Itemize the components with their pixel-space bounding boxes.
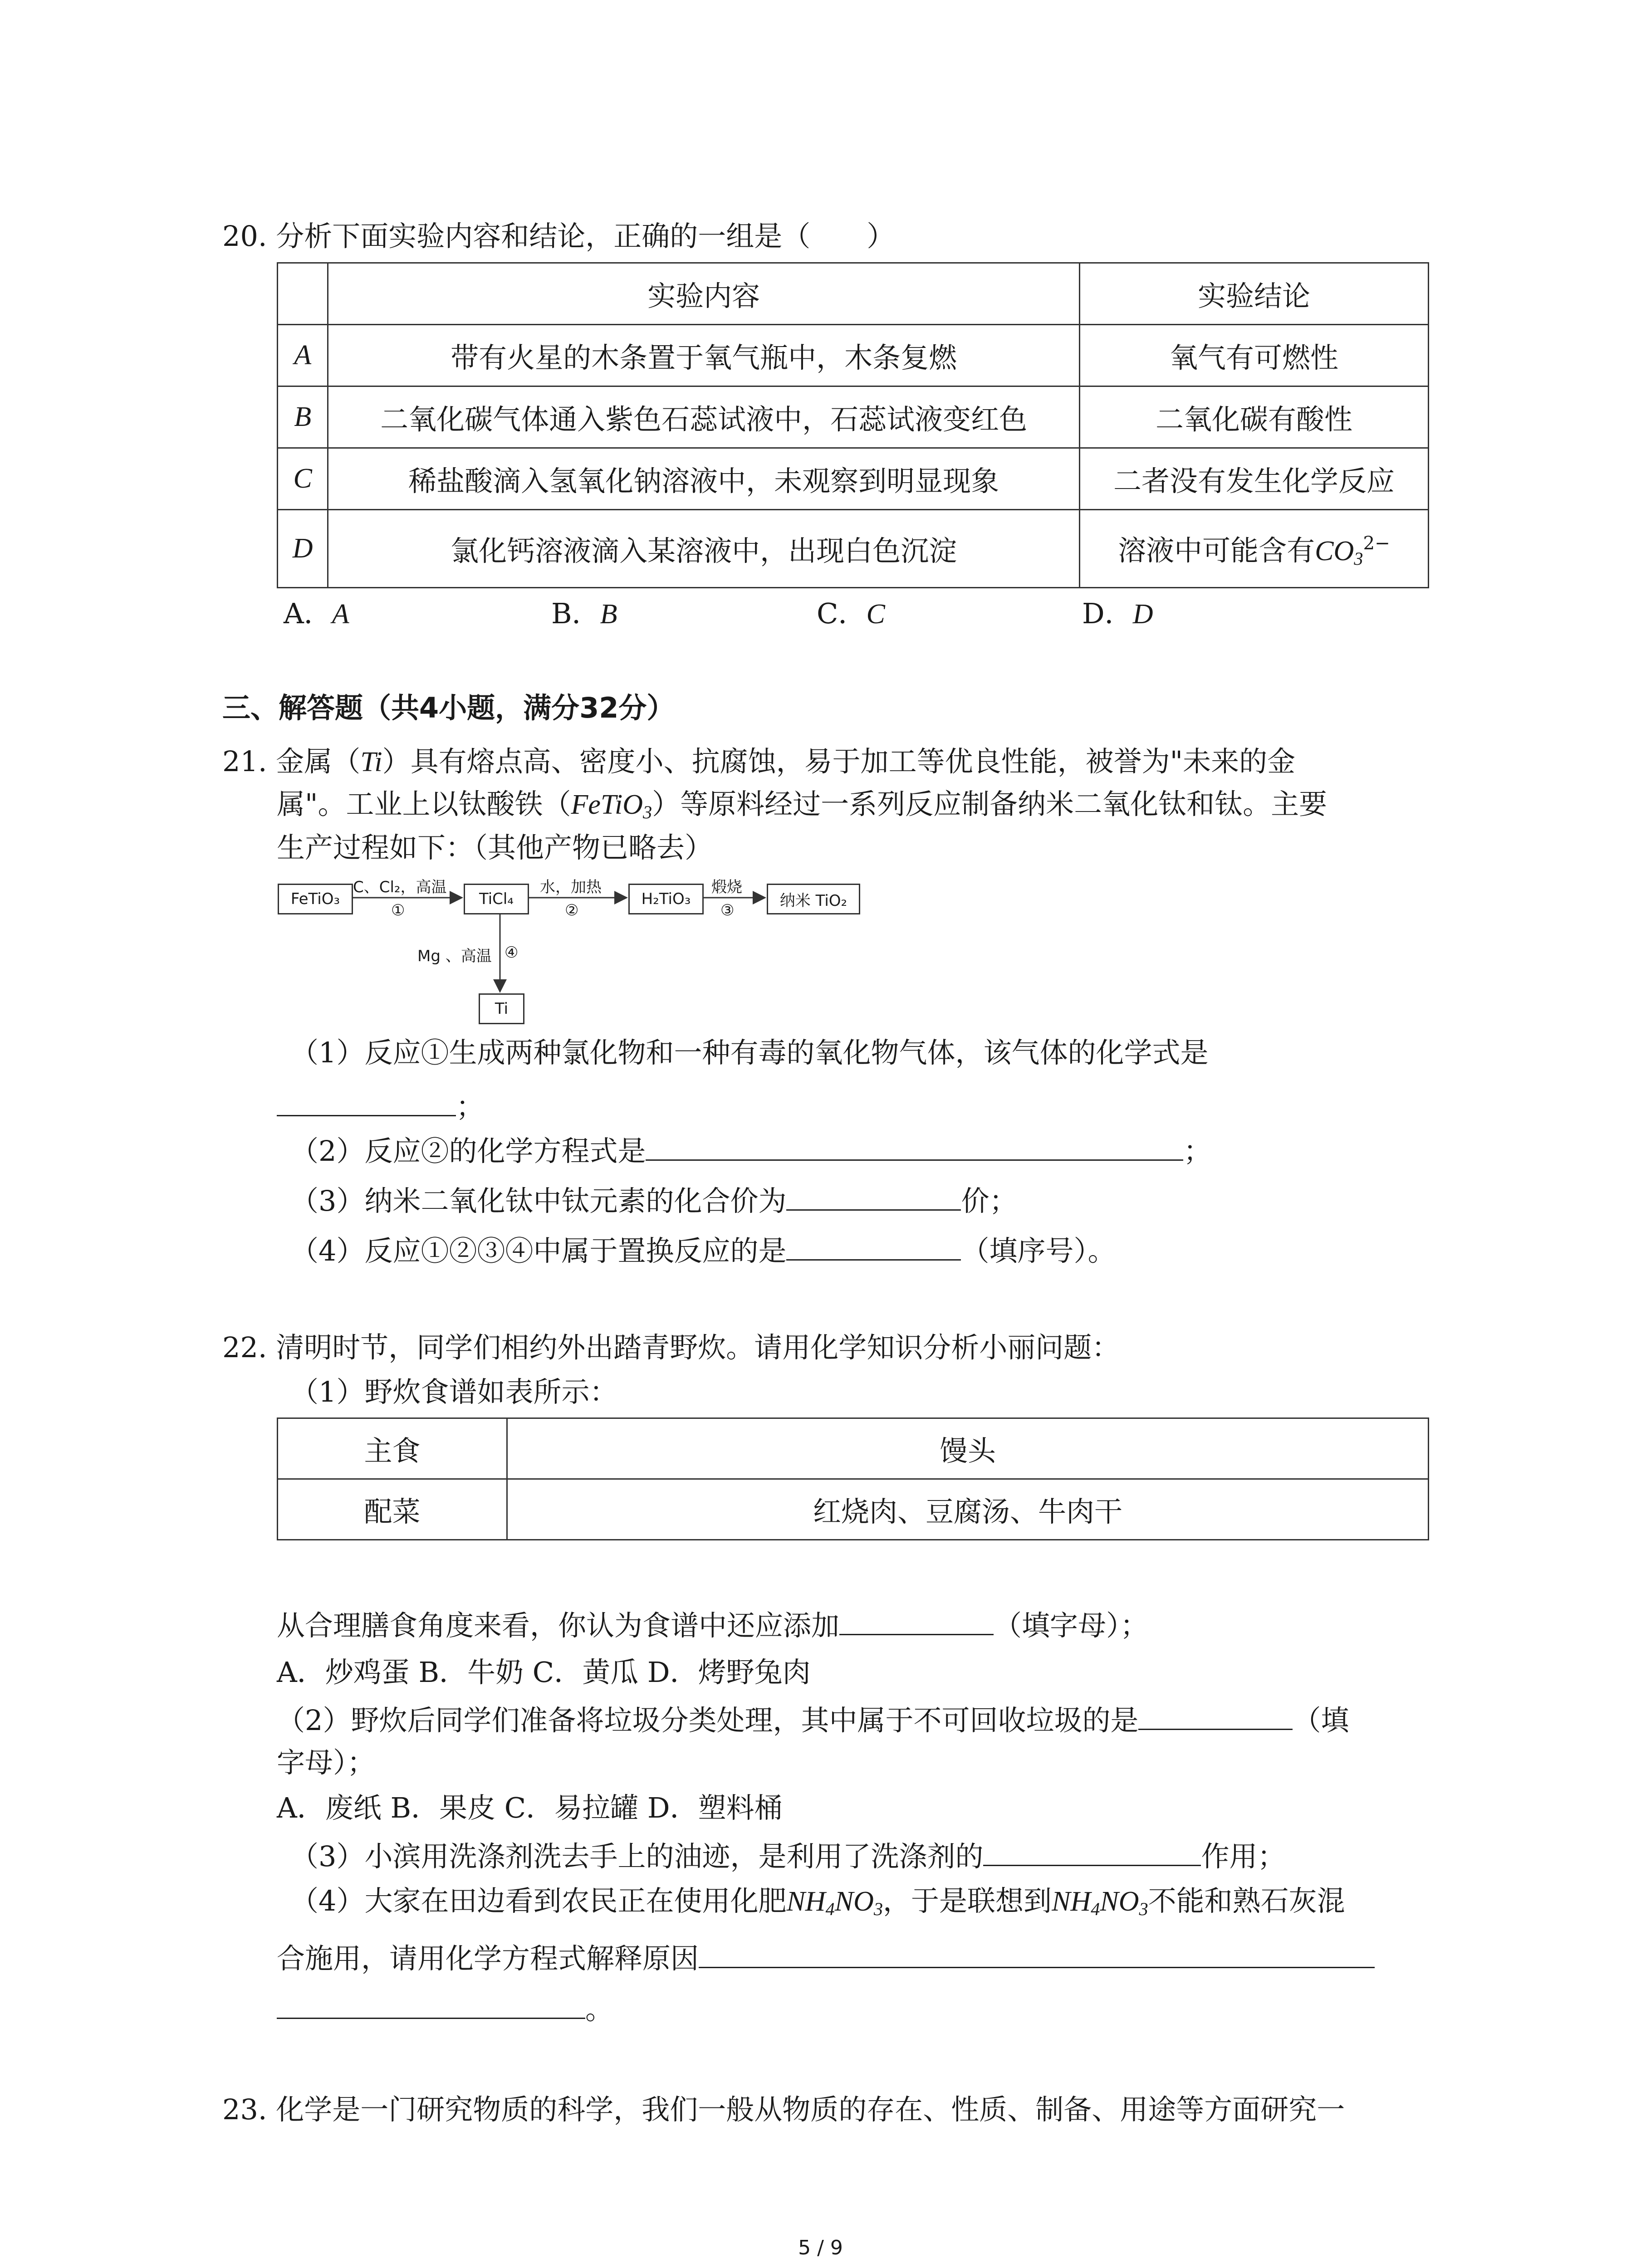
text-span: 作用；: [1201, 1840, 1286, 1873]
flow-box-h2tio3: H₂TiO₃: [628, 884, 704, 914]
text-span: （2）野炊后同学们准备将垃圾分类处理，其中属于不可回收垃圾的是: [277, 1704, 1139, 1737]
q21-part1-answer: [277, 1090, 484, 1121]
answer-blank[interactable]: [786, 1184, 961, 1211]
formula-part: NO: [1100, 1886, 1139, 1917]
arrow2-number: ②: [565, 901, 579, 919]
arrow1-condition: C、Cl₂，高温: [353, 878, 447, 896]
arrow4-number: ④: [505, 943, 519, 962]
flow-box-nano-tio2: 纳米 TiO₂: [767, 884, 860, 914]
q22-menu-table: [277, 1418, 1429, 1540]
formula-subscript: 3: [873, 1899, 883, 1920]
q22-part2-options: A．废纸 B．果皮 C．易拉罐 D．塑料桶: [277, 1791, 783, 1824]
answer-blank[interactable]: [646, 1134, 1183, 1161]
option-label: C．: [817, 597, 867, 630]
option-value: D: [1132, 599, 1153, 630]
table-header-conclusion: 实验结论: [1079, 263, 1428, 325]
option-value: B: [600, 599, 617, 630]
row-content: 氯化钙溶液滴入某溶液中，出现白色沉淀: [328, 510, 1080, 588]
q22-part1-question: [277, 1608, 1148, 1640]
text-span: 属"。工业上以钛酸铁（: [277, 787, 571, 821]
q21-part4: [290, 1234, 1116, 1265]
flow-box-fetio3: FeTiO₃: [278, 884, 353, 914]
text-span: ）等原料经过一系列反应制备纳米二氧化钛和钛。主要: [652, 787, 1327, 821]
arrow3-condition: 煅烧: [711, 878, 742, 896]
answer-blank[interactable]: [839, 1608, 994, 1635]
section-title: 三、解答题（共4小题，满分32分）: [222, 691, 675, 724]
text-span: 不能和熟石灰混: [1148, 1884, 1345, 1917]
carbonate-formula: CO: [1315, 535, 1354, 567]
q22-part2-line2: 字母）；: [277, 1746, 376, 1779]
text-span: （填: [1293, 1704, 1349, 1737]
formula-subscript: 4: [825, 1899, 835, 1920]
q21-part1: （1）反应①生成两种氯化物和一种有毒的氧化物气体，该气体的化学式是: [290, 1036, 1209, 1069]
formula-part: NH: [1052, 1886, 1091, 1917]
menu-name: 配菜: [278, 1479, 507, 1540]
option-value: C: [866, 599, 885, 630]
row-key: A: [278, 325, 328, 386]
q21-line3: 生产过程如下：（其他产物已略去）: [277, 831, 713, 864]
text-span: 合施用，请用化学方程式解释原因: [277, 1942, 699, 1975]
q22-part1-options: A．炒鸡蛋 B．牛奶 C．黄瓜 D．烤野兔肉: [277, 1656, 811, 1689]
conclusion-prefix: 溶液中可能含有: [1118, 533, 1315, 567]
text-span: （填序号）。: [961, 1234, 1116, 1267]
q22-part3: [290, 1839, 1285, 1871]
row-key: C: [278, 448, 328, 510]
option-value: A: [332, 599, 349, 630]
text-span: ；: [1183, 1134, 1212, 1168]
row-content: 二氧化碳气体通入紫色石蕊试液中，石蕊试液变红色: [328, 386, 1080, 448]
option-label: B．: [551, 597, 600, 630]
table-row: [278, 1418, 1429, 1479]
formula-subscript: 3: [1139, 1899, 1148, 1920]
answer-blank[interactable]: [277, 1090, 456, 1116]
option-label: D．: [1082, 597, 1133, 630]
q20-stem: 20. 分析下面实验内容和结论，正确的一组是（ ）: [222, 220, 895, 253]
q23-stem: 23. 化学是一门研究物质的科学，我们一般从物质的存在、性质、制备、用途等方面研究一: [222, 2093, 1345, 2126]
arrow3-number: ③: [720, 901, 735, 919]
q22-part4-line2: [277, 1941, 1375, 1973]
text-span: （2）反应②的化学方程式是: [290, 1134, 646, 1168]
formula-part: NO: [834, 1886, 874, 1917]
arrow4-condition: Mg 、高温: [417, 947, 492, 965]
formula-ti: Ti: [360, 747, 382, 777]
text-span: 从合理膳食角度来看，你认为食谱中还应添加: [277, 1609, 840, 1642]
q21-part3: [290, 1184, 1017, 1215]
text-span: （3）小滨用洗涤剂洗去手上的油迹，是利用了洗涤剂的: [290, 1840, 984, 1873]
menu-name: 主食: [278, 1418, 507, 1479]
text-span: （4）反应①②③④中属于置换反应的是: [290, 1234, 787, 1267]
row-conclusion: 二者没有发生化学反应: [1079, 448, 1428, 510]
arrow2-condition: 水，加热: [540, 878, 602, 896]
formula-fetio3: FeTiO: [571, 789, 643, 820]
row-conclusion: 氧气有可燃性: [1079, 325, 1428, 386]
formula-subscript: 3: [642, 802, 652, 823]
q22-part4: [290, 1884, 1345, 1920]
answer-blank[interactable]: [786, 1234, 961, 1261]
flow-box-ti: Ti: [479, 993, 524, 1024]
row-content: 带有火星的木条置于氧气瓶中，木条复燃: [328, 325, 1080, 386]
carbonate-charge: 2−: [1363, 532, 1390, 554]
text-span: ）具有熔点高、密度小、抗腐蚀，易于加工等优良性能，被誉为"未来的金: [382, 745, 1296, 778]
q22-part1: （1）野炊食谱如表所示：: [290, 1375, 618, 1408]
text-span: ；: [456, 1090, 485, 1123]
row-content: 稀盐酸滴入氢氧化钠溶液中，未观察到明显现象: [328, 448, 1080, 510]
formula-subscript: 4: [1091, 1899, 1100, 1920]
arrow1-number: ①: [391, 901, 405, 919]
text-span: （4）大家在田边看到农民正在使用化肥: [290, 1884, 787, 1917]
formula-part: NH: [786, 1886, 826, 1917]
q22-part4-line3: [277, 1992, 613, 2024]
q22-part2: [277, 1703, 1349, 1735]
answer-blank[interactable]: [699, 1941, 1375, 1968]
carbonate-subscript: 3: [1354, 548, 1363, 569]
text-span: 。: [585, 1993, 614, 2026]
menu-value: 红烧肉、豆腐汤、牛肉干: [507, 1479, 1429, 1540]
answer-blank[interactable]: [277, 1992, 585, 2019]
q22-stem: 22. 清明时节，同学们相约外出踏青野炊。请用化学知识分析小丽问题：: [222, 1331, 1120, 1364]
menu-value: 馒头: [507, 1418, 1429, 1479]
table-header-content: 实验内容: [328, 263, 1080, 325]
row-key: B: [278, 386, 328, 448]
text-span: （3）纳米二氧化钛中钛元素的化合价为: [290, 1184, 787, 1217]
text-span: ，于是联想到: [883, 1884, 1052, 1917]
flow-box-ticl4: TiCl₄: [464, 884, 529, 914]
q21-part2: [290, 1134, 1212, 1168]
answer-blank[interactable]: [983, 1839, 1201, 1866]
answer-blank[interactable]: [1138, 1703, 1293, 1730]
text-span: （填字母）；: [994, 1609, 1149, 1642]
text-span: 21. 金属（: [222, 745, 361, 778]
text-span: 价；: [961, 1184, 1018, 1217]
page-number: 5 / 9: [798, 2236, 843, 2259]
option-label: A．: [284, 597, 332, 630]
row-conclusion: 二氧化碳有酸性: [1079, 386, 1428, 448]
row-key: D: [278, 510, 328, 588]
table-row: [278, 1479, 1429, 1540]
